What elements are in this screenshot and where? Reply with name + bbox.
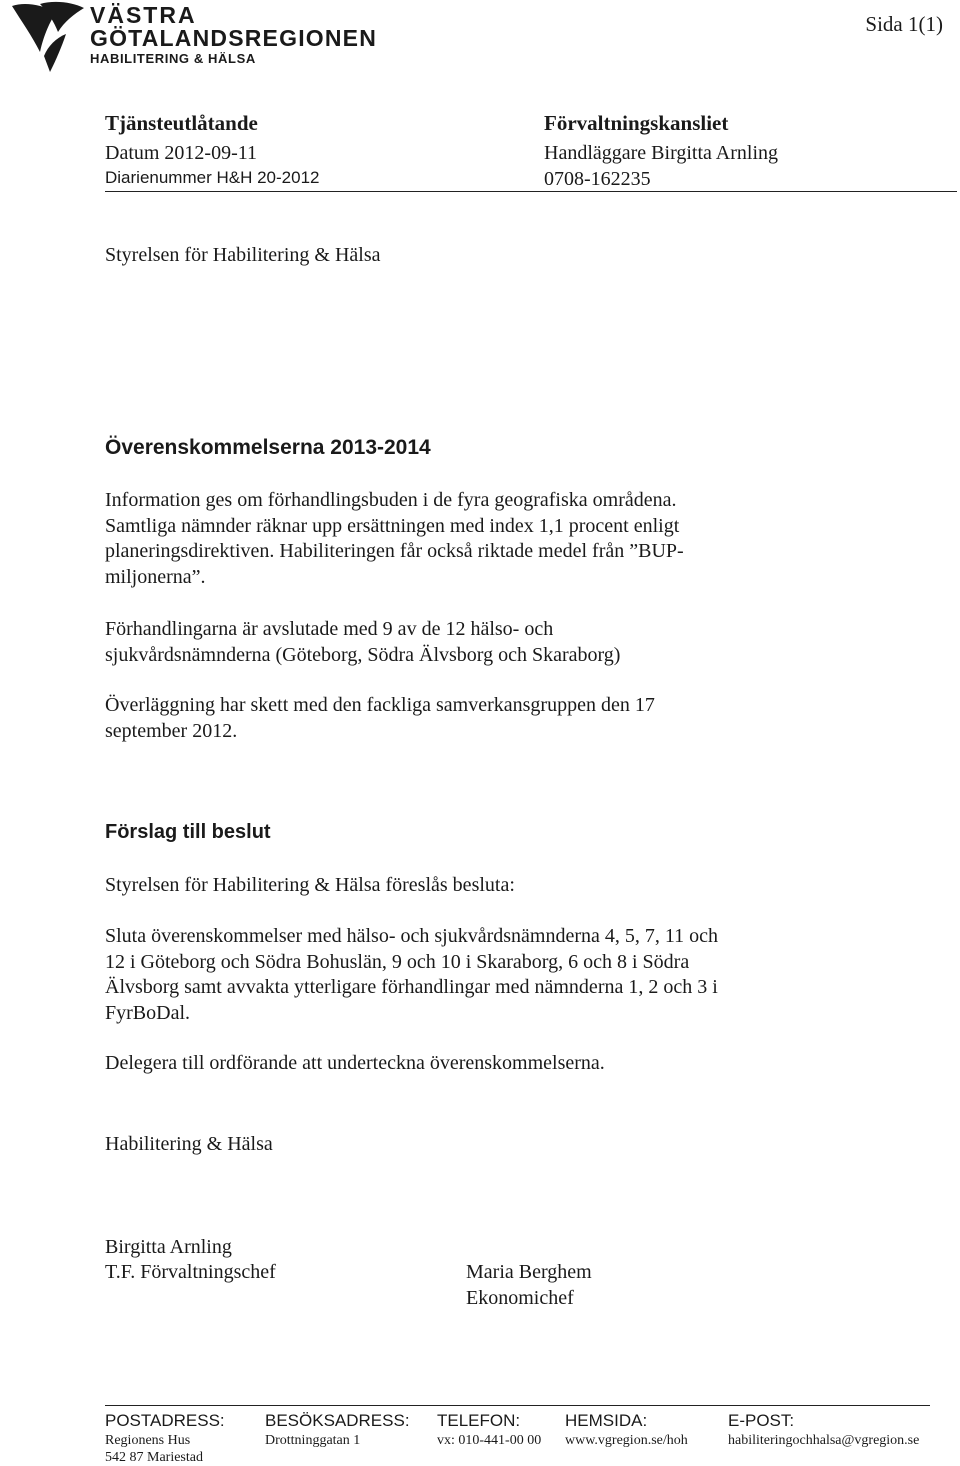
department-title: Förvaltningskansliet (544, 111, 729, 135)
paragraph-line: Förhandlingarna är avslutade med 9 av de 12 hälso- och (105, 618, 554, 640)
logo-text-line-3: HABILITERING & HÄLSA (90, 51, 256, 66)
recipient: Styrelsen för Habilitering & Hälsa (105, 244, 381, 266)
footer-telefon-label: TELEFON: (437, 1411, 521, 1430)
paragraph-line: Information ges om förhandlingsbuden i de fyra geografiska områdena. (105, 489, 677, 511)
footer-besok-label: BESÖKSADRESS: (265, 1411, 410, 1430)
paragraph-line: Samtliga nämnder räknar upp ersättningen med index 1,1 procent enligt (105, 514, 680, 537)
footer-telefon-value: vx: 010-441-00 00 (437, 1433, 542, 1448)
logo-text-line-2: GÖTALANDSREGIONEN (90, 25, 378, 51)
signatory-name-right: Maria Berghem (466, 1261, 592, 1283)
signatory-title-right: Ekonomichef (466, 1287, 574, 1309)
document-date: Datum 2012-09-11 (105, 142, 258, 164)
paragraph-line: september 2012. (105, 719, 238, 742)
footer-postadress-line2: 542 87 Mariestad (105, 1450, 203, 1465)
page-number: Sida 1(1) (865, 12, 943, 36)
paragraph-line: sjukvårdsnämnderna (Göteborg, Södra Älvsborg och Skaraborg) (105, 643, 621, 666)
paragraph-line: planeringsdirektiven. Habiliteringen får också riktade medel från ”BUP- (105, 540, 684, 562)
signatory-name-left: Birgitta Arnling (105, 1236, 232, 1258)
footer-besok-value: Drottninggatan 1 (265, 1433, 361, 1448)
proposal-item-2: Delegera till ordförande att underteckna överenskommelserna. (105, 1052, 605, 1074)
footer-hemsida-label: HEMSIDA: (565, 1411, 648, 1430)
logo-text-line-1: VÄSTRA (90, 2, 197, 28)
proposal-intro: Styrelsen för Habilitering & Hälsa föreslås besluta: (105, 874, 515, 896)
footer-divider (105, 1405, 930, 1406)
paragraph-consultation (105, 693, 805, 744)
footer-epost-label: E-POST: (728, 1411, 795, 1430)
footer-postadress-label: POSTADRESS: (105, 1411, 225, 1430)
paragraph-line: Sluta överenskommelser med hälso- och sjukvårdsnämnderna 4, 5, 7, 11 och (105, 925, 719, 947)
footer-postadress-line1: Regionens Hus (105, 1433, 191, 1448)
organization-logo (10, 0, 378, 80)
handler-phone: 0708-162235 (544, 168, 651, 190)
paragraph-information (105, 488, 805, 590)
paragraph-line: miljonerna”. (105, 565, 206, 588)
main-heading: Överenskommelserna 2013-2014 (105, 436, 431, 459)
diary-number: Diarienummer H&H 20-2012 (105, 168, 320, 187)
vgr-logo-mark-icon (10, 0, 88, 78)
footer-hemsida-link[interactable]: www.vgregion.se/hoh (565, 1433, 688, 1448)
paragraph-line: 12 i Göteborg och Södra Bohuslän, 9 och 10 i Skaraborg, 6 och 8 i Södra (105, 950, 690, 973)
paragraph-line: Överläggning har skett med den fackliga samverkansgruppen den 17 (105, 694, 655, 716)
signatory-title-left: T.F. Förvaltningschef (105, 1261, 276, 1283)
proposal-item-1 (105, 924, 805, 1026)
case-handler: Handläggare Birgitta Arnling (544, 142, 779, 164)
paragraph-line: Älvsborg samt avvakta ytterligare förhandlingar med nämnderna 1, 2 och 3 i (105, 976, 718, 998)
header-divider (105, 191, 957, 192)
paragraph-line: FyrBoDal. (105, 1001, 190, 1024)
document-type-title: Tjänsteutlåtande (105, 111, 258, 135)
signature-organization: Habilitering & Hälsa (105, 1133, 273, 1155)
paragraph-negotiations (105, 617, 805, 668)
footer-epost-link[interactable]: habiliteringochhalsa@vgregion.se (728, 1433, 920, 1448)
proposal-heading: Förslag till beslut (105, 821, 271, 843)
